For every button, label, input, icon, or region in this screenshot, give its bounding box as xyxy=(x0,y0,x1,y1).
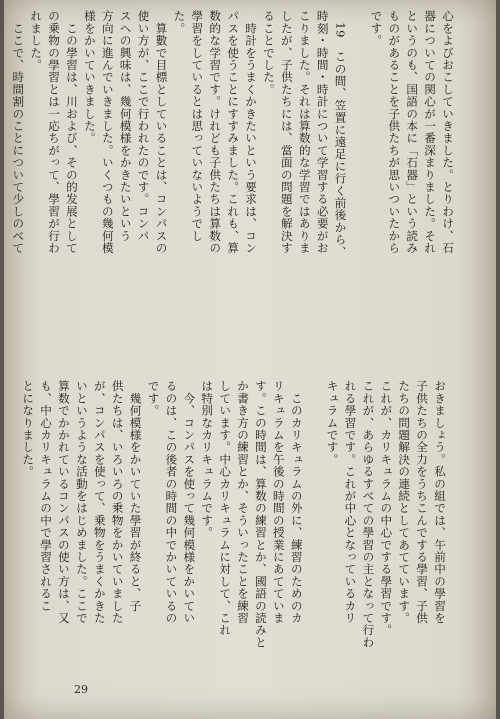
text-line-bottom: す。この時間は、算数の練習とか、國語の読みと xyxy=(253,380,268,649)
text-line-top xyxy=(349,10,367,362)
text-line-top: 19 この間、笠置に遠足に行く前後から、 xyxy=(333,10,348,258)
text-line-top: 學習をしているとは思っていないようでし xyxy=(190,10,205,242)
text-line-bottom: が、コンパスを使って、乗物をうまくかきた xyxy=(92,380,107,624)
text-line-bottom: か書き方の練習とか、そういったことを練習 xyxy=(236,380,251,624)
text-line-bottom: 供たちは、いろいろの乗物をかいていました xyxy=(110,380,125,624)
text-line-top: た。 xyxy=(172,10,187,35)
text-line-top: 数的な学習です。けれども子供たちは算数の xyxy=(208,10,223,254)
text-line-bottom: おきましょう。私の組では、午前中の學習を xyxy=(433,380,447,624)
text-line-bottom: は特別なカリキュラムです。 xyxy=(200,380,215,539)
text-line-bottom: しています。中心カリキュラムに対して、これ xyxy=(218,380,233,637)
text-line-bottom: 幾何模様をかいていた學習が終ると、子 xyxy=(128,380,143,612)
text-line-top: れました。 xyxy=(29,10,44,71)
text-line-top: スへの興味は、幾何模様をかきたいという xyxy=(118,10,133,242)
text-line-bottom: いというような活動をはじめました。ここで xyxy=(74,380,89,624)
text-block-top xyxy=(8,10,456,362)
text-line-top: 方向に進んでいきました。いくつもの幾何模 xyxy=(100,10,115,254)
text-line-top: ることでした。 xyxy=(261,10,276,96)
text-line-top: です。 xyxy=(369,10,384,47)
text-line-top: こりました。それは算数的な学習ではありま xyxy=(297,10,312,254)
text-line-top: 算數で目標としていることは、コンパスの xyxy=(154,10,169,254)
text-line-bottom: これが、あらゆるすべての學習の主となって行わ xyxy=(361,380,376,649)
text-line-bottom: です。 xyxy=(146,380,161,417)
text-line-bottom: るのは、この後者の時間の中でかいているの xyxy=(164,380,179,624)
text-line-bottom: リキュラムを午後の時間の授業にあてていま xyxy=(271,380,286,624)
text-line-bottom: 子供たちの全力をうちこんでする學習、子供 xyxy=(415,380,430,624)
text-line-bottom: このカリキュラムの外に、練習のためのカ xyxy=(289,380,304,624)
text-line-top: この學習は、川および、その的发展として xyxy=(64,10,79,254)
text-line-top: 心をよびおこしていきました。とりわけ、石 xyxy=(441,10,455,254)
text-line-bottom xyxy=(305,380,323,700)
text-line-bottom: とになりました。 xyxy=(21,380,36,478)
page-number: 29 xyxy=(74,683,88,696)
text-line-top: 使い方が、ここで行われたのです。コンパ xyxy=(136,10,151,242)
text-line-bottom: たちの問題解決の連続としてあてています。 xyxy=(397,380,412,624)
text-line-bottom: キュラムです。 xyxy=(325,380,340,466)
document-page xyxy=(4,0,496,719)
text-line-bottom: 今、コンパスを使って幾何模様をかいてい xyxy=(182,380,197,624)
text-line-top: ものがあることを子供たちが思いついたから xyxy=(387,10,402,254)
text-line-top: というのも、国語の本に「石器」という読み xyxy=(405,10,420,254)
text-block-bottom xyxy=(0,380,448,700)
text-line-top: 器についての関心が一番深まりました。それ xyxy=(423,10,438,254)
text-line-bottom: も、中心カリキュラムの中で學習されるこ xyxy=(39,380,54,612)
text-line-bottom xyxy=(0,380,18,700)
text-line-bottom: 算数でかかれているコンパスの使い方は、又 xyxy=(56,380,71,624)
text-line-top: パスを使うことにすすみました。これも、算 xyxy=(226,10,241,254)
text-line-top: 様をかいていきました。 xyxy=(82,10,97,145)
text-line-bottom: れる學習です。これが中心となっているカリ xyxy=(343,380,358,624)
text-line-bottom: これが、カリキュラムの中心でする學習です。 xyxy=(379,380,394,637)
text-line-top: したが、子供たちには、當面の問題を解決す xyxy=(279,10,294,254)
text-line-top: 時刻・時間・時計について学習する必要がお xyxy=(315,10,330,254)
text-line-top: の乗物の學習とは一応ちがって、學習が行わ xyxy=(47,10,62,254)
text-line-top: 時計をうまくかきたいという要求は、コン xyxy=(244,10,259,254)
text-line-top: ここで、時間割のことについて少しのべて xyxy=(11,10,26,254)
